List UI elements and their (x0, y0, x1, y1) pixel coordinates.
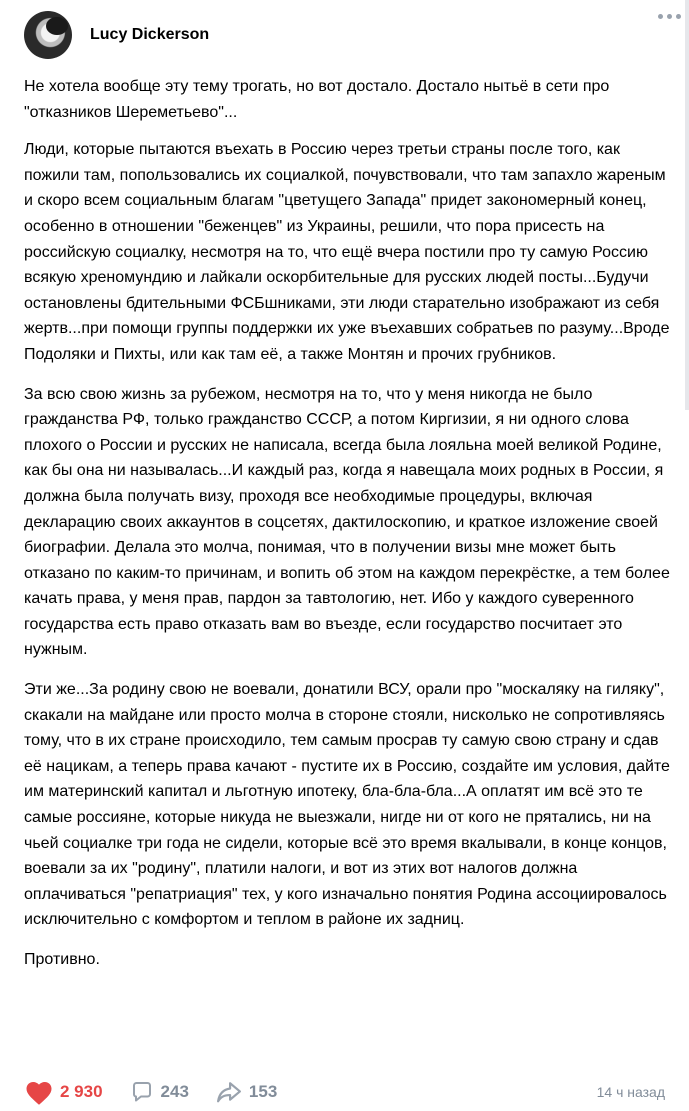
heart-icon (24, 1078, 54, 1106)
like-count: 2 930 (60, 1082, 103, 1101)
share-icon (215, 1080, 243, 1104)
post-paragraph: Противно. (24, 951, 100, 968)
post-footer (24, 1074, 665, 1110)
more-dots-icon (667, 14, 672, 19)
post-text (24, 74, 674, 986)
avatar[interactable] (24, 11, 72, 59)
comment-icon (129, 1080, 155, 1104)
post-paragraph: Не хотела вообще эту тему трогать, но вот достало. Достало нытьё в сети про "отказников Шереметьево"... (24, 78, 610, 121)
more-dots-icon (676, 14, 681, 19)
post-header (24, 10, 664, 60)
post-paragraph: Эти же...За родину свою не воевали, донатили ВСУ, орали про "москаляку на гиляку", скакали на майдане или просто молча в стороне стояли, нисколько не сопротивляясь тому, что в их стране происходило, тем самым просрав ту самую свою страну и сдав её нацикам, а теперь права качают - пустите их в Россию, создайте им условия, дайте им материнский капитал и льготную ипотеку, бла-бла-бла...А оплатят им всё это те самые россияне, которые никуда не выезжали, нигде ни от кого не прятались, ни на чьей социалке три года не сидели, которые всё это время вкалывали, в конце концов, воевали за их "родину", платили налоги, и вот из этих вот налогов должна оплачиваться "репатриация" тех, у кого изначально понятия Родина ассоциировалось исключительно с комфортом и теплом в районе их задниц. (24, 681, 670, 929)
like-button[interactable] (24, 1078, 103, 1106)
more-dots-icon (658, 14, 663, 19)
author-name[interactable]: Lucy Dickerson (90, 26, 210, 43)
comment-count: 243 (160, 1082, 189, 1101)
comment-button[interactable] (129, 1080, 189, 1104)
more-options-button[interactable] (658, 14, 681, 19)
post-paragraph: Люди, которые пытаются въехать в Россию через третьи страны после того, как пожили там, попользовались их социалкой, почувствовали, что там запахло жареным и скоро всем социальным благам "цветущего Запада" придет закономерный конец, особенно в отношении "беженцев" из Украины, решили, что пора присесть на российскую социалку, несмотря на то, что ещё вчера постили про ту самую Россию всякую хреномундию и лайкали оскорбительные для русских людей посты...Будучи остановлены бдительными ФСБшниками, эти люди старательно изображают из себя жертв...при помощи группы поддержки их уже въехавших собратьев по разуму...Вроде Подоляки и Пихты, или как там её, а также Монтян и прочих грубников. (24, 141, 670, 363)
share-button[interactable] (215, 1080, 277, 1104)
post-paragraph: За всю свою жизнь за рубежом, несмотря на то, что у меня никогда не было гражданства РФ, только гражданство СССР, а потом Киргизии, я ни одного слова плохого о России и русских не написала, всегда была лояльна моей великой Родине, как бы она ни называлась...И каждый раз, когда я навещала моих родных в России, я должна была получать визу, проходя все необходимые процедуры, включая декларацию своих аккаунтов в соцсетях, дактилоскопию, и краткое изложение своей биографии. Делала это молча, понимая, что в получении визы мне может быть отказано по каким-то причинам, и вопить об этом на каждом перекрёстке, а тем более качать права, у меня прав, пардон за тавтологию, нет. Ибо у каждого суверенного государства есть право отказать вам во въезде, если государство посчитает это нужным. (24, 385, 670, 659)
post-timestamp[interactable]: 14 ч назад (596, 1084, 665, 1100)
share-count: 153 (248, 1082, 278, 1101)
scrollbar-strip (685, 0, 689, 410)
